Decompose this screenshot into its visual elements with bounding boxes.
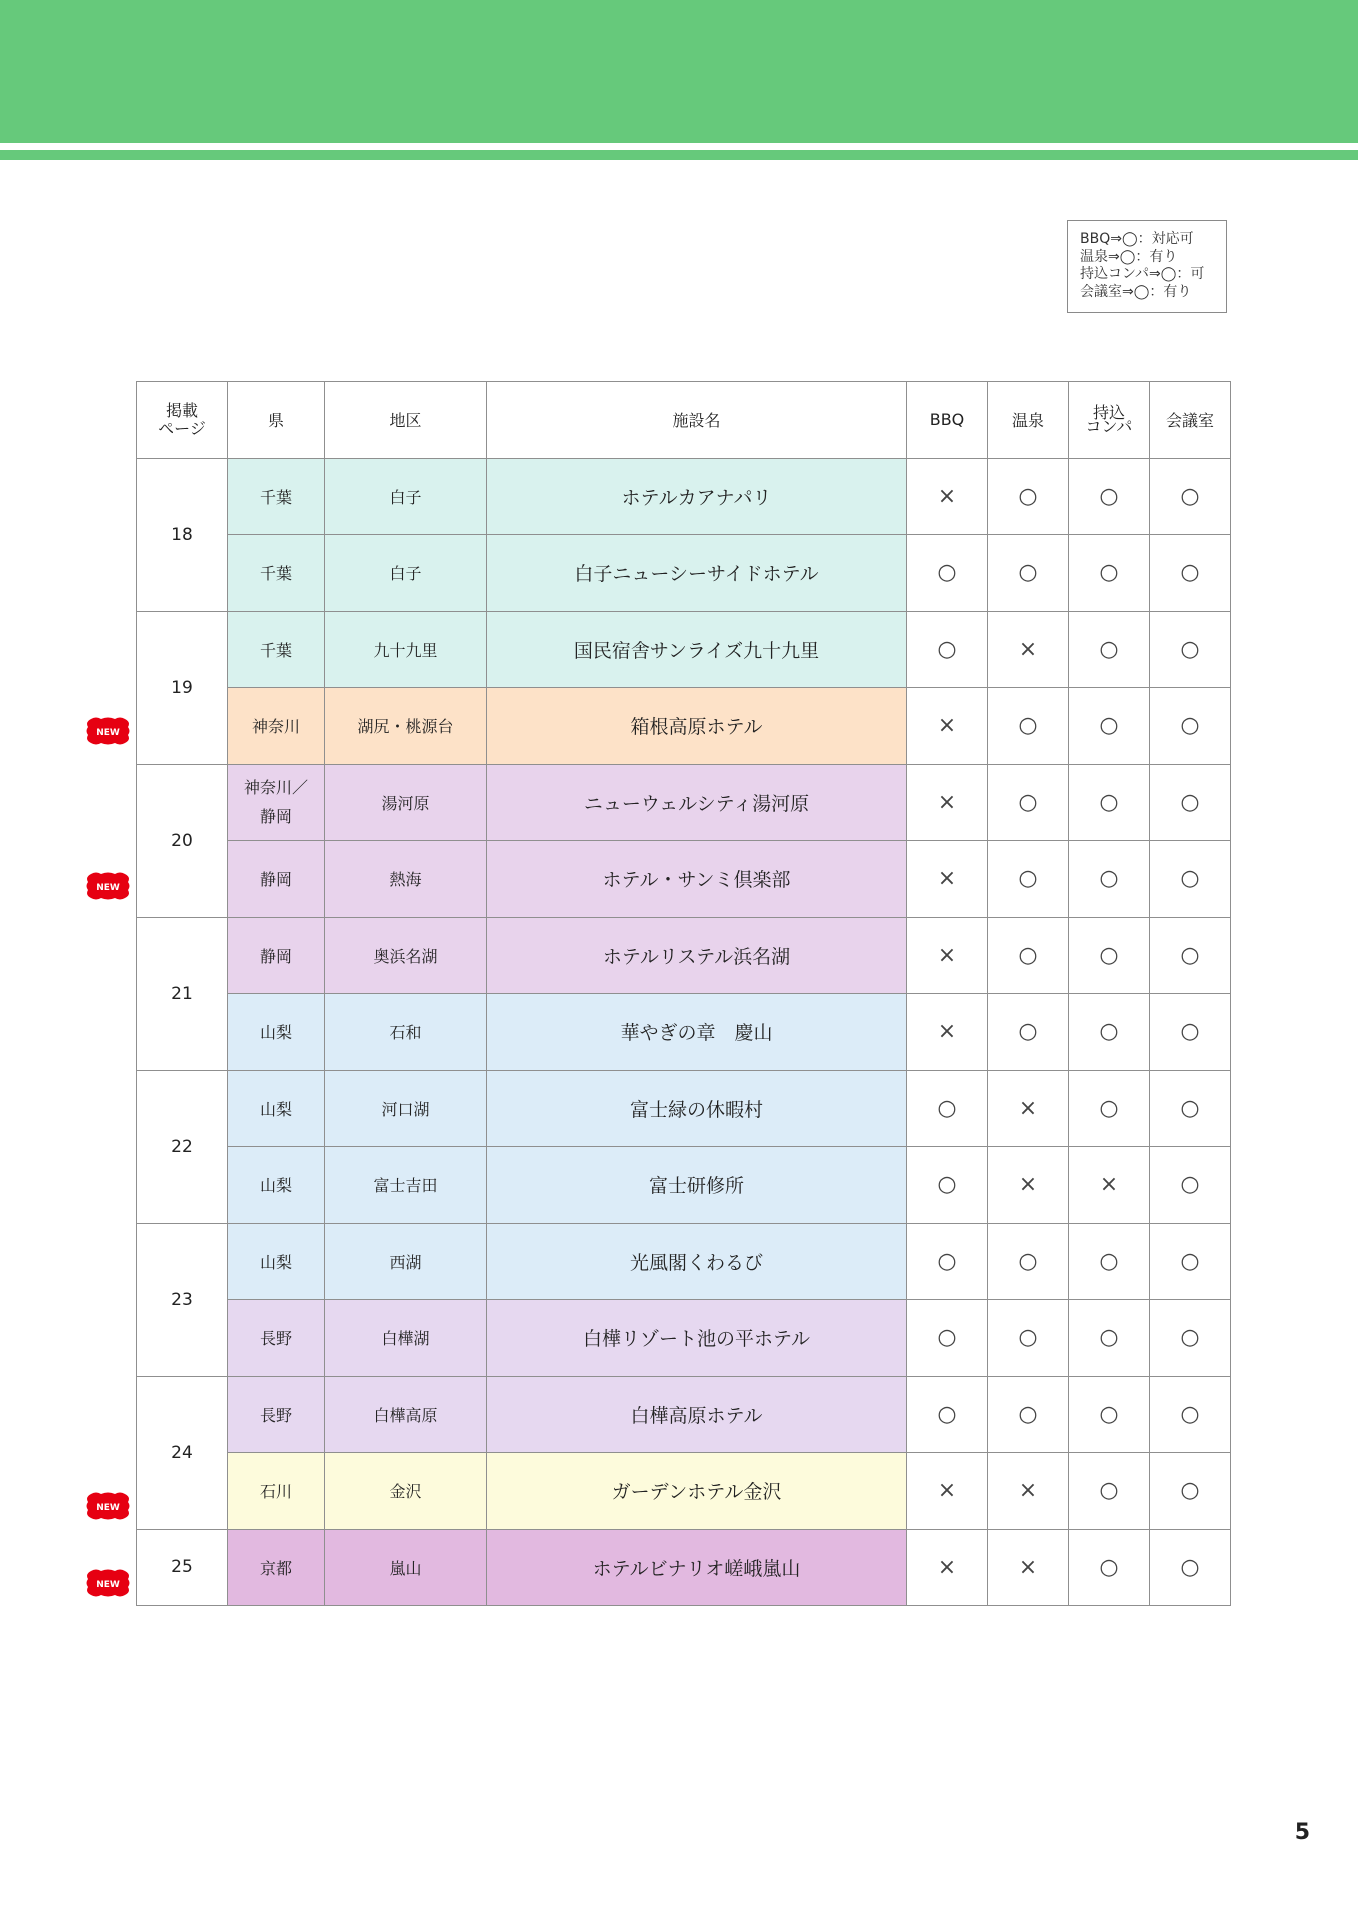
facility-name: 国民宿舎サンライズ九十九里 — [487, 611, 907, 688]
page-cell: 19 — [137, 611, 228, 764]
header-meeting: 会議室 — [1150, 382, 1231, 459]
bring-mark: ○ — [1069, 1376, 1150, 1453]
new-badge-label: NEW — [96, 728, 120, 738]
facility-name: 華やぎの章 慶山 — [487, 994, 907, 1071]
new-badge — [85, 871, 131, 901]
bring-mark: ○ — [1069, 764, 1150, 841]
onsen-mark: ○ — [988, 841, 1069, 918]
pref-cell: 長野 — [228, 1300, 325, 1377]
bbq-mark: ○ — [907, 1223, 988, 1300]
page-cell: 25 — [137, 1529, 228, 1606]
legend-line: 持込コンパ⇒◯：可 — [1080, 266, 1205, 282]
new-badge — [85, 1568, 131, 1598]
table-row — [137, 458, 1231, 535]
meeting-mark: ○ — [1150, 1070, 1231, 1147]
header-onsen: 温泉 — [988, 382, 1069, 459]
page-cell: 18 — [137, 458, 228, 611]
area-cell: 白樺湖 — [325, 1300, 487, 1377]
legend-box — [1067, 220, 1227, 313]
area-cell: 白子 — [325, 535, 487, 612]
pref-cell: 山梨 — [228, 994, 325, 1071]
bbq-mark: ○ — [907, 1070, 988, 1147]
page-cell: 24 — [137, 1376, 228, 1529]
area-cell: 奥浜名湖 — [325, 917, 487, 994]
bbq-mark: ○ — [907, 1376, 988, 1453]
meeting-mark: ○ — [1150, 611, 1231, 688]
meeting-mark: ○ — [1150, 994, 1231, 1071]
onsen-mark: ○ — [988, 688, 1069, 765]
table-row — [137, 1070, 1231, 1147]
onsen-mark: ○ — [988, 458, 1069, 535]
bring-mark: ○ — [1069, 535, 1150, 612]
header-band — [0, 0, 1358, 143]
header-bbq: BBQ — [907, 382, 988, 459]
bring-mark: ○ — [1069, 1223, 1150, 1300]
facility-name: 箱根高原ホテル — [487, 688, 907, 765]
facility-name: 光風閣くわるび — [487, 1223, 907, 1300]
area-cell: 熱海 — [325, 841, 487, 918]
onsen-mark: × — [988, 1453, 1069, 1530]
bbq-mark: × — [907, 841, 988, 918]
meeting-mark: ○ — [1150, 1453, 1231, 1530]
page-number: 5 — [1294, 1820, 1310, 1845]
meeting-mark: ○ — [1150, 1529, 1231, 1606]
facility-name: ホテルリステル浜名湖 — [487, 917, 907, 994]
new-badge-label: NEW — [96, 1580, 120, 1590]
page-cell: 22 — [137, 1070, 228, 1223]
area-cell: 湖尻・桃源台 — [325, 688, 487, 765]
onsen-mark: × — [988, 1529, 1069, 1606]
pref-cell: 長野 — [228, 1376, 325, 1453]
legend-line: 温泉⇒◯：有り — [1080, 248, 1178, 265]
bring-mark: ○ — [1069, 917, 1150, 994]
area-cell: 河口湖 — [325, 1070, 487, 1147]
pref-cell: 千葉 — [228, 458, 325, 535]
meeting-mark: ○ — [1150, 535, 1231, 612]
header-name: 施設名 — [487, 382, 907, 459]
bring-mark: ○ — [1069, 841, 1150, 918]
pref-cell: 京都 — [228, 1529, 325, 1606]
bbq-mark: ○ — [907, 535, 988, 612]
pref-cell: 石川 — [228, 1453, 325, 1530]
header-page: 掲載 ページ — [137, 382, 228, 459]
facility-name: 白樺高原ホテル — [487, 1376, 907, 1453]
area-cell: 白子 — [325, 458, 487, 535]
bbq-mark: × — [907, 688, 988, 765]
facility-name: 富士研修所 — [487, 1147, 907, 1224]
area-cell: 九十九里 — [325, 611, 487, 688]
pref-cell: 静岡 — [228, 841, 325, 918]
pref-cell: 静岡 — [228, 917, 325, 994]
onsen-mark: ○ — [988, 1223, 1069, 1300]
onsen-mark: ○ — [988, 1376, 1069, 1453]
area-cell: 白樺高原 — [325, 1376, 487, 1453]
table-row — [137, 917, 1231, 994]
new-badge — [85, 716, 131, 746]
onsen-mark: ○ — [988, 764, 1069, 841]
pref-cell: 山梨 — [228, 1070, 325, 1147]
header-pref: 県 — [228, 382, 325, 459]
page-cell: 21 — [137, 917, 228, 1070]
table-row — [137, 1147, 1231, 1224]
onsen-mark: × — [988, 611, 1069, 688]
page-cell: 20 — [137, 764, 228, 917]
bbq-mark: ○ — [907, 1147, 988, 1224]
pref-cell: 山梨 — [228, 1223, 325, 1300]
meeting-mark: ○ — [1150, 917, 1231, 994]
legend-line: BBQ⇒◯：対応可 — [1080, 231, 1194, 247]
bring-mark: ○ — [1069, 688, 1150, 765]
facility-name: ホテル・サンミ倶楽部 — [487, 841, 907, 918]
facility-table — [136, 381, 1231, 1606]
table-row — [137, 535, 1231, 612]
meeting-mark: ○ — [1150, 841, 1231, 918]
meeting-mark: ○ — [1150, 1223, 1231, 1300]
bbq-mark: × — [907, 458, 988, 535]
meeting-mark: ○ — [1150, 1300, 1231, 1377]
meeting-mark: ○ — [1150, 688, 1231, 765]
onsen-mark: ○ — [988, 917, 1069, 994]
pref-cell: 山梨 — [228, 1147, 325, 1224]
bring-mark: ○ — [1069, 611, 1150, 688]
onsen-mark: × — [988, 1070, 1069, 1147]
facility-name: 白子ニューシーサイドホテル — [487, 535, 907, 612]
facility-name: 白樺リゾート池の平ホテル — [487, 1300, 907, 1377]
facility-name: ニューウェルシティ湯河原 — [487, 764, 907, 841]
bbq-mark: × — [907, 917, 988, 994]
bbq-mark: × — [907, 994, 988, 1071]
meeting-mark: ○ — [1150, 1376, 1231, 1453]
meeting-mark: ○ — [1150, 458, 1231, 535]
table-row — [137, 841, 1231, 918]
table-row — [137, 1376, 1231, 1453]
table-row — [137, 688, 1231, 765]
pref-cell: 千葉 — [228, 611, 325, 688]
header-stripe — [0, 150, 1358, 160]
area-cell: 嵐山 — [325, 1529, 487, 1606]
area-cell: 湯河原 — [325, 764, 487, 841]
bring-mark: ○ — [1069, 1070, 1150, 1147]
area-cell: 西湖 — [325, 1223, 487, 1300]
bring-mark: ○ — [1069, 1453, 1150, 1530]
area-cell: 石和 — [325, 994, 487, 1071]
area-cell: 金沢 — [325, 1453, 487, 1530]
meeting-mark: ○ — [1150, 1147, 1231, 1224]
bring-mark: ○ — [1069, 1300, 1150, 1377]
table-row — [137, 1223, 1231, 1300]
meeting-mark: ○ — [1150, 764, 1231, 841]
bring-mark: × — [1069, 1147, 1150, 1224]
bring-mark: ○ — [1069, 1529, 1150, 1606]
new-badge — [85, 1491, 131, 1521]
bbq-mark: ○ — [907, 611, 988, 688]
table-row — [137, 611, 1231, 688]
table-row — [137, 1453, 1231, 1530]
pref-cell: 千葉 — [228, 535, 325, 612]
onsen-mark: × — [988, 1147, 1069, 1224]
new-badge-label: NEW — [96, 883, 120, 893]
header-bring: 持込 コンパ — [1069, 382, 1150, 459]
onsen-mark: ○ — [988, 994, 1069, 1071]
bbq-mark: ○ — [907, 1300, 988, 1377]
bbq-mark: × — [907, 1453, 988, 1530]
facility-name: ホテルビナリオ嵯峨嵐山 — [487, 1529, 907, 1606]
onsen-mark: ○ — [988, 535, 1069, 612]
new-badge-label: NEW — [96, 1503, 120, 1513]
table-row — [137, 764, 1231, 841]
bring-mark: ○ — [1069, 994, 1150, 1071]
area-cell: 富士吉田 — [325, 1147, 487, 1224]
table-row — [137, 1300, 1231, 1377]
page-cell: 23 — [137, 1223, 228, 1376]
header-area: 地区 — [325, 382, 487, 459]
facility-name: ガーデンホテル金沢 — [487, 1453, 907, 1530]
table-row — [137, 994, 1231, 1071]
bbq-mark: × — [907, 764, 988, 841]
pref-cell: 神奈川 — [228, 688, 325, 765]
pref-cell: 神奈川／ 静岡 — [228, 764, 325, 841]
table-header-row — [137, 382, 1231, 459]
bbq-mark: × — [907, 1529, 988, 1606]
facility-name: 富士緑の休暇村 — [487, 1070, 907, 1147]
facility-name: ホテルカアナパリ — [487, 458, 907, 535]
onsen-mark: ○ — [988, 1300, 1069, 1377]
legend-line: 会議室⇒◯：有り — [1080, 283, 1192, 300]
table-row — [137, 1529, 1231, 1606]
bring-mark: ○ — [1069, 458, 1150, 535]
